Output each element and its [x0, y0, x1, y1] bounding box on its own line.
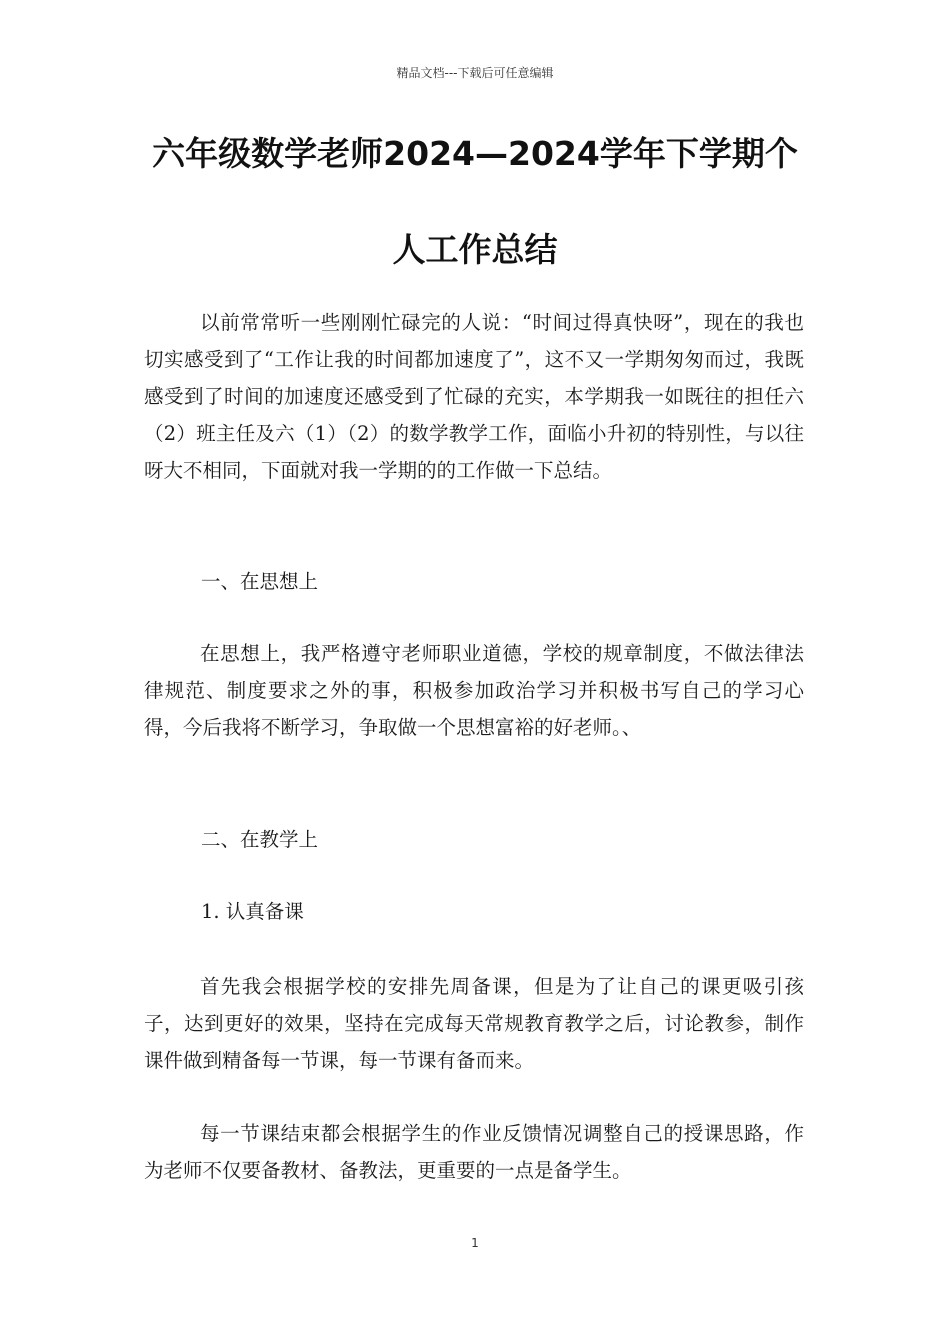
- prep-paragraph-1: 首先我会根据学校的安排先周备课，但是为了让自己的课更吸引孩子，达到更好的效果，坚持在完成每天常规教育教学之后，讨论教参，制作课件做到精备每一节课，每一节课有备而来。: [144, 975, 804, 1072]
- intro-paragraph: 以前常常听一些刚刚忙碌完的人说：“时间过得真快呀”，现在的我也切实感受到了“工作让我的时间都加速度了”，这不又一学期匆匆而过，我既感受到了时间的加速度还感受到了忙碌的充实，本学期我一如既往的担任六（2）班主任及六（1）（2）的数学教学工作，面临小升初的特别性，与以往呀大不相同，下面就对我一学期的的工作做一下总结。: [144, 311, 804, 482]
- document-header: 精品文档---下载后可任意编辑: [396, 66, 554, 80]
- page-number: 1: [471, 1236, 479, 1250]
- document-title-line-2: 人工作总结: [392, 230, 558, 269]
- section-heading-thought: 一、在思想上: [201, 570, 319, 593]
- section-heading-teaching: 二、在教学上: [201, 828, 319, 851]
- prep-paragraph-2: 每一节课结束都会根据学生的作业反馈情况调整自己的授课思路，作为老师不仅要备教材、备教法，更重要的一点是备学生。: [144, 1122, 804, 1182]
- thought-paragraph: 在思想上，我严格遵守老师职业道德，学校的规章制度，不做法律法律规范、制度要求之外的事，积极参加政治学习并积极书写自己的学习心得，今后我将不断学习，争取做一个思想富裕的好老师。、: [144, 642, 804, 739]
- subsection-heading-prep: 1. 认真备课: [201, 900, 304, 923]
- document-title-line-1: 六年级数学老师2024—2024学年下学期个: [152, 134, 798, 173]
